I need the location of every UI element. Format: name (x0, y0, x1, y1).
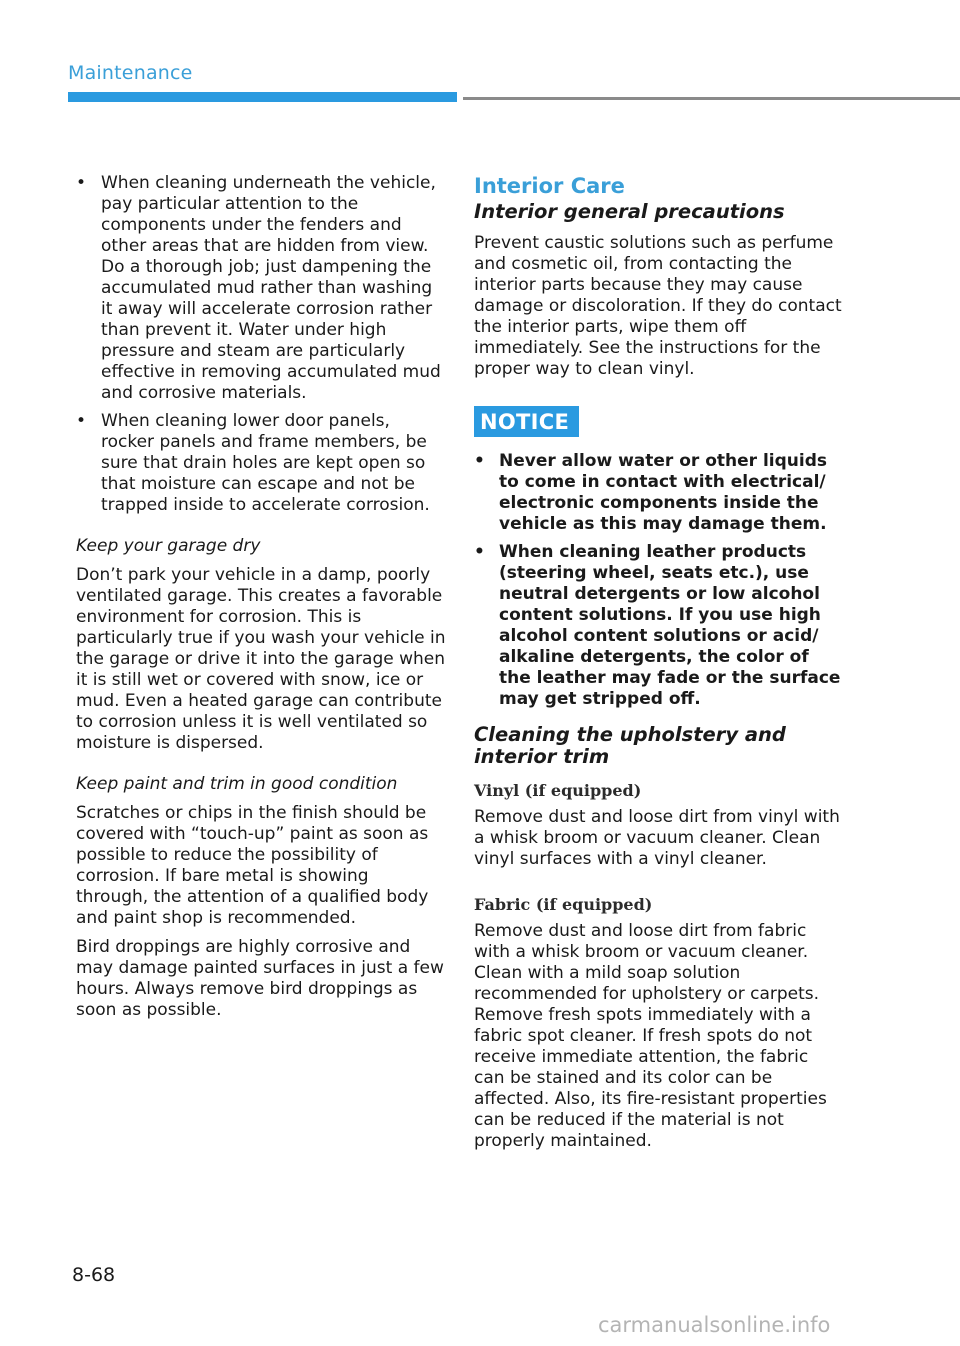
notice-text: Never allow water or other liquids to come in contact with electrical/ electronic components inside the vehicle as this may damage them. (499, 451, 827, 534)
list-item (76, 411, 446, 516)
garage-paragraph: Don’t park your vehicle in a damp, poorly ventilated garage. This creates a favorable environment for corrosion. This is particularly true if you wash your vehicle in the garage or drive it into the garage when it is still wet or covered with snow, ice or mud. Even a heated garage can contribute to corrosion unless it is well ventilated so moisture is dispersed. (76, 565, 446, 753)
vinyl-heading: Vinyl (if equipped) (474, 781, 642, 800)
paint-paragraph: Scratches or chips in the finish should be covered with “touch-up” paint as soon as possible to reduce the possibility of corrosion. If bare metal is showing through, the attention of a qualified body and paint shop is recommended. (76, 803, 429, 928)
bird-droppings-paragraph: Bird droppings are highly corrosive and may damage painted surfaces in just a few hours. Always remove bird droppings as soon as possible. (76, 937, 444, 1020)
left-column (76, 173, 446, 1029)
precautions-heading: Interior general precautions (474, 200, 785, 223)
fabric-heading: Fabric (if equipped) (474, 895, 653, 914)
fabric-paragraph: Remove dust and loose dirt from fabric with a whisk broom or vacuum cleaner. Clean with a mild soap solution recommended for upholstery or carpets. Remove fresh spots immediately with a fabric spot cleaner. If fresh spots do not receive immediate attention, the fabric can be stained and its color can be affected. Also, its fire-resistant properties can be reduced if the material is not properly maintained. (474, 921, 827, 1151)
header-rule-accent (68, 92, 457, 102)
right-column (474, 173, 844, 1160)
notice-badge: NOTICE (474, 406, 579, 437)
bullet-icon: • (76, 173, 87, 193)
section-title: Maintenance (68, 62, 193, 84)
garage-heading: Keep your garage dry (76, 536, 261, 556)
page-number: 8-68 (72, 1264, 116, 1286)
bullet-text: When cleaning underneath the vehicle, pay particular attention to the components under the fenders and other areas that are hidden from view. Do a thorough job; just dampening the accumulated mud rather than washing it away will accelerate corrosion rather than prevent it. Water under high pressure and steam are particularly effective in removing accumulated mud and corrosive materials. (101, 173, 441, 403)
precautions-paragraph: Prevent caustic solutions such as perfume and cosmetic oil, from contacting the interior parts because they may cause damage or discoloration. If they do contact the interior parts, wipe them off immediately. See the instructions for the proper way to clean vinyl. (474, 233, 842, 379)
notice-list (474, 451, 844, 710)
list-item (76, 173, 446, 404)
bullet-icon: • (76, 411, 87, 431)
vinyl-paragraph: Remove dust and loose dirt from vinyl with a whisk broom or vacuum cleaner. Clean vinyl surfaces with a vinyl cleaner. (474, 807, 840, 869)
bullet-icon: • (474, 542, 485, 562)
bullet-text: When cleaning lower door panels, rocker panels and frame members, be sure that drain holes are kept open so that moisture can escape and not be trapped inside to accelerate corrosion. (101, 411, 430, 515)
paint-heading: Keep paint and trim in good condition (76, 774, 398, 794)
corrosion-bullet-list (76, 173, 446, 516)
interior-care-title: Interior Care (474, 174, 625, 198)
list-item (474, 542, 844, 710)
upholstery-heading: Cleaning the upholstery and interior trim (474, 723, 786, 768)
bullet-icon: • (474, 451, 485, 471)
notice-text: When cleaning leather products (steering wheel, seats etc.), use neutral detergents or low alcohol content solutions. If you use high alcohol content solutions or acid/ alkaline detergents, the color of the leather may fade or the surface may get stripped off. (499, 542, 841, 709)
header-rule (463, 97, 960, 100)
list-item (474, 451, 844, 535)
watermark: carmanualsonline.info (598, 1313, 831, 1337)
